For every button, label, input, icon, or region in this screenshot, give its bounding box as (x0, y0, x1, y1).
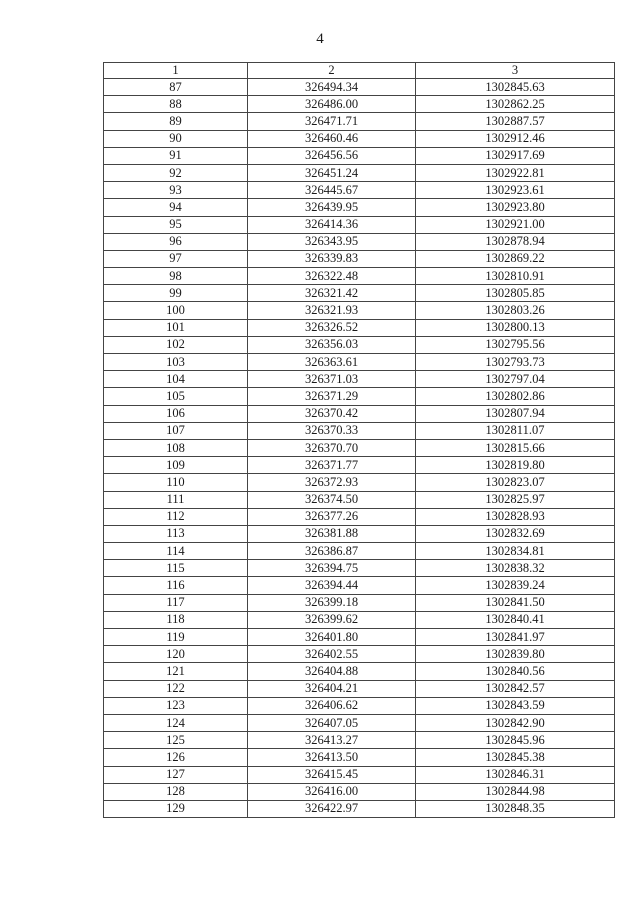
y-coordinate-cell: 1302912.46 (416, 130, 615, 147)
y-coordinate-cell: 1302846.31 (416, 766, 615, 783)
x-coordinate-cell: 326394.75 (248, 560, 416, 577)
point-number-cell: 107 (104, 422, 248, 439)
point-number-cell: 103 (104, 354, 248, 371)
x-coordinate-cell: 326370.70 (248, 439, 416, 456)
point-number-cell: 113 (104, 525, 248, 542)
x-coordinate-cell: 326406.62 (248, 697, 416, 714)
x-coordinate-cell: 326374.50 (248, 491, 416, 508)
point-number-cell: 92 (104, 164, 248, 181)
point-number-cell: 104 (104, 371, 248, 388)
point-number-cell: 101 (104, 319, 248, 336)
point-number-cell: 95 (104, 216, 248, 233)
point-number-cell: 99 (104, 285, 248, 302)
y-coordinate-cell: 1302845.96 (416, 732, 615, 749)
x-coordinate-cell: 326370.42 (248, 405, 416, 422)
table-row (104, 714, 615, 731)
x-coordinate-cell: 326439.95 (248, 199, 416, 216)
y-coordinate-cell: 1302862.25 (416, 96, 615, 113)
x-coordinate-cell: 326371.29 (248, 388, 416, 405)
y-coordinate-cell: 1302811.07 (416, 422, 615, 439)
x-coordinate-cell: 326445.67 (248, 182, 416, 199)
x-coordinate-cell: 326356.03 (248, 336, 416, 353)
point-number-cell: 108 (104, 439, 248, 456)
x-coordinate-cell: 326377.26 (248, 508, 416, 525)
point-number-cell: 116 (104, 577, 248, 594)
y-coordinate-cell: 1302839.80 (416, 646, 615, 663)
table-body (104, 79, 615, 818)
x-coordinate-cell: 326404.21 (248, 680, 416, 697)
x-coordinate-cell: 326451.24 (248, 164, 416, 181)
table-row (104, 560, 615, 577)
point-number-cell: 109 (104, 457, 248, 474)
y-coordinate-cell: 1302917.69 (416, 147, 615, 164)
x-coordinate-cell: 326371.03 (248, 371, 416, 388)
y-coordinate-cell: 1302841.50 (416, 594, 615, 611)
y-coordinate-cell: 1302845.63 (416, 79, 615, 96)
table-row (104, 800, 615, 817)
x-coordinate-cell: 326399.62 (248, 611, 416, 628)
x-coordinate-cell: 326471.71 (248, 113, 416, 130)
y-coordinate-cell: 1302878.94 (416, 233, 615, 250)
table-row (104, 783, 615, 800)
point-number-cell: 122 (104, 680, 248, 697)
point-number-cell: 123 (104, 697, 248, 714)
y-coordinate-cell: 1302922.81 (416, 164, 615, 181)
x-coordinate-cell: 326413.50 (248, 749, 416, 766)
point-number-cell: 93 (104, 182, 248, 199)
table-row (104, 319, 615, 336)
page-number: 4 (316, 31, 324, 47)
x-coordinate-cell: 326343.95 (248, 233, 416, 250)
table-row (104, 525, 615, 542)
coordinates-table (103, 62, 615, 818)
point-number-cell: 115 (104, 560, 248, 577)
x-coordinate-cell: 326415.45 (248, 766, 416, 783)
point-number-cell: 125 (104, 732, 248, 749)
y-coordinate-cell: 1302869.22 (416, 250, 615, 267)
table-row (104, 250, 615, 267)
table-row (104, 422, 615, 439)
table-row (104, 766, 615, 783)
table-row (104, 147, 615, 164)
table-row (104, 474, 615, 491)
table-row (104, 457, 615, 474)
table-header-row (104, 63, 615, 79)
point-number-cell: 121 (104, 663, 248, 680)
table-row (104, 268, 615, 285)
point-number-cell: 91 (104, 147, 248, 164)
point-number-cell: 100 (104, 302, 248, 319)
point-number-cell: 94 (104, 199, 248, 216)
point-number-cell: 97 (104, 250, 248, 267)
table-row (104, 199, 615, 216)
x-coordinate-cell: 326460.46 (248, 130, 416, 147)
table-row (104, 113, 615, 130)
y-coordinate-cell: 1302832.69 (416, 525, 615, 542)
point-number-cell: 89 (104, 113, 248, 130)
x-coordinate-cell: 326401.80 (248, 629, 416, 646)
column-header-2: 2 (248, 63, 416, 79)
point-number-cell: 118 (104, 611, 248, 628)
y-coordinate-cell: 1302800.13 (416, 319, 615, 336)
table-row (104, 285, 615, 302)
table-row (104, 302, 615, 319)
point-number-cell: 106 (104, 405, 248, 422)
x-coordinate-cell: 326407.05 (248, 714, 416, 731)
point-number-cell: 102 (104, 336, 248, 353)
y-coordinate-cell: 1302802.86 (416, 388, 615, 405)
point-number-cell: 120 (104, 646, 248, 663)
table-row (104, 680, 615, 697)
table-row (104, 96, 615, 113)
table-row (104, 663, 615, 680)
y-coordinate-cell: 1302828.93 (416, 508, 615, 525)
x-coordinate-cell: 326486.00 (248, 96, 416, 113)
table-row (104, 491, 615, 508)
column-header-3: 3 (416, 63, 615, 79)
point-number-cell: 105 (104, 388, 248, 405)
y-coordinate-cell: 1302839.24 (416, 577, 615, 594)
table-row (104, 732, 615, 749)
y-coordinate-cell: 1302797.04 (416, 371, 615, 388)
point-number-cell: 117 (104, 594, 248, 611)
point-number-cell: 88 (104, 96, 248, 113)
table-row (104, 508, 615, 525)
column-header-1: 1 (104, 63, 248, 79)
point-number-cell: 96 (104, 233, 248, 250)
x-coordinate-cell: 326399.18 (248, 594, 416, 611)
y-coordinate-cell: 1302838.32 (416, 560, 615, 577)
table-row (104, 130, 615, 147)
x-coordinate-cell: 326394.44 (248, 577, 416, 594)
y-coordinate-cell: 1302848.35 (416, 800, 615, 817)
x-coordinate-cell: 326416.00 (248, 783, 416, 800)
y-coordinate-cell: 1302843.59 (416, 697, 615, 714)
point-number-cell: 126 (104, 749, 248, 766)
y-coordinate-cell: 1302842.90 (416, 714, 615, 731)
y-coordinate-cell: 1302807.94 (416, 405, 615, 422)
point-number-cell: 112 (104, 508, 248, 525)
table-row (104, 577, 615, 594)
y-coordinate-cell: 1302840.41 (416, 611, 615, 628)
y-coordinate-cell: 1302819.80 (416, 457, 615, 474)
x-coordinate-cell: 326372.93 (248, 474, 416, 491)
point-number-cell: 111 (104, 491, 248, 508)
table-row (104, 646, 615, 663)
point-number-cell: 98 (104, 268, 248, 285)
table-row (104, 749, 615, 766)
y-coordinate-cell: 1302805.85 (416, 285, 615, 302)
y-coordinate-cell: 1302887.57 (416, 113, 615, 130)
table-row (104, 371, 615, 388)
y-coordinate-cell: 1302845.38 (416, 749, 615, 766)
point-number-cell: 128 (104, 783, 248, 800)
y-coordinate-cell: 1302815.66 (416, 439, 615, 456)
y-coordinate-cell: 1302834.81 (416, 543, 615, 560)
table-row (104, 182, 615, 199)
y-coordinate-cell: 1302825.97 (416, 491, 615, 508)
table-row (104, 405, 615, 422)
x-coordinate-cell: 326404.88 (248, 663, 416, 680)
point-number-cell: 129 (104, 800, 248, 817)
point-number-cell: 124 (104, 714, 248, 731)
table-row (104, 164, 615, 181)
y-coordinate-cell: 1302923.80 (416, 199, 615, 216)
y-coordinate-cell: 1302844.98 (416, 783, 615, 800)
point-number-cell: 87 (104, 79, 248, 96)
y-coordinate-cell: 1302810.91 (416, 268, 615, 285)
y-coordinate-cell: 1302840.56 (416, 663, 615, 680)
point-number-cell: 110 (104, 474, 248, 491)
x-coordinate-cell: 326386.87 (248, 543, 416, 560)
point-number-cell: 90 (104, 130, 248, 147)
point-number-cell: 114 (104, 543, 248, 560)
x-coordinate-cell: 326339.83 (248, 250, 416, 267)
table-row (104, 79, 615, 96)
x-coordinate-cell: 326494.34 (248, 79, 416, 96)
y-coordinate-cell: 1302842.57 (416, 680, 615, 697)
x-coordinate-cell: 326371.77 (248, 457, 416, 474)
point-number-cell: 119 (104, 629, 248, 646)
table-row (104, 697, 615, 714)
y-coordinate-cell: 1302823.07 (416, 474, 615, 491)
x-coordinate-cell: 326322.48 (248, 268, 416, 285)
y-coordinate-cell: 1302921.00 (416, 216, 615, 233)
x-coordinate-cell: 326370.33 (248, 422, 416, 439)
x-coordinate-cell: 326321.93 (248, 302, 416, 319)
table-row (104, 216, 615, 233)
x-coordinate-cell: 326326.52 (248, 319, 416, 336)
x-coordinate-cell: 326414.36 (248, 216, 416, 233)
table-row (104, 439, 615, 456)
x-coordinate-cell: 326413.27 (248, 732, 416, 749)
point-number-cell: 127 (104, 766, 248, 783)
table-row (104, 543, 615, 560)
y-coordinate-cell: 1302841.97 (416, 629, 615, 646)
x-coordinate-cell: 326381.88 (248, 525, 416, 542)
table-row (104, 611, 615, 628)
x-coordinate-cell: 326402.55 (248, 646, 416, 663)
x-coordinate-cell: 326321.42 (248, 285, 416, 302)
table-row (104, 354, 615, 371)
x-coordinate-cell: 326422.97 (248, 800, 416, 817)
y-coordinate-cell: 1302803.26 (416, 302, 615, 319)
table-row (104, 629, 615, 646)
table-row (104, 594, 615, 611)
y-coordinate-cell: 1302795.56 (416, 336, 615, 353)
y-coordinate-cell: 1302793.73 (416, 354, 615, 371)
x-coordinate-cell: 326456.56 (248, 147, 416, 164)
x-coordinate-cell: 326363.61 (248, 354, 416, 371)
table-row (104, 388, 615, 405)
y-coordinate-cell: 1302923.61 (416, 182, 615, 199)
table-row (104, 336, 615, 353)
table-row (104, 233, 615, 250)
